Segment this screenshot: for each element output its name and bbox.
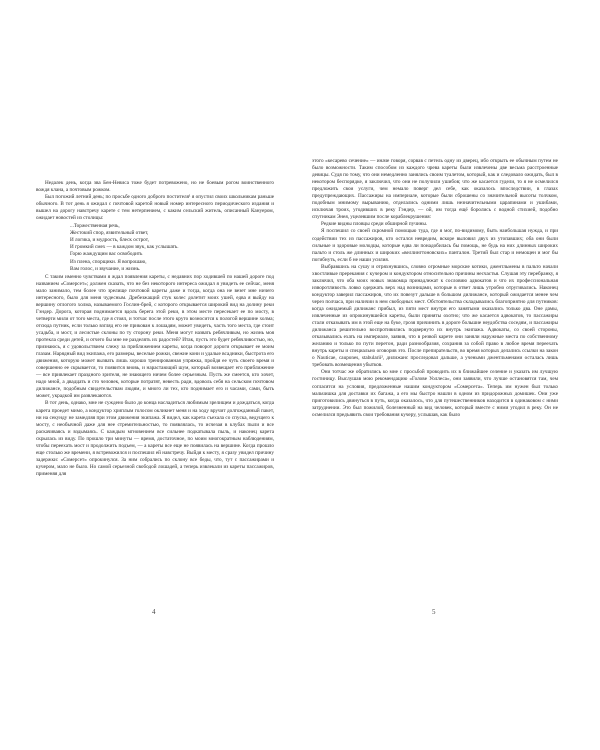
right-page-body [312, 158, 558, 419]
left-paragraph-4: В тот день, однако, мне не суждено было до конца насладиться любимым зрелищем и дождаться, когда карета проедет мимо, а кондуктор хриплым голосом окликнет меня и на ходу вручит долгожданный пакет, ни на секунду не замедляя при этом движения экипажа. Я видел, как карета съехала со спуска, ведущего к мосту, с необычной даже для нее стремительностью, то появлялась, то исчезая в клубах пыли и все раскачиваясь и вздымаясь. С каждым мгновением все сильнее подкатывала пыль, и наконец карета скрылась из виду. По прошло три минуты — время, достаточное, по моим многократным наблюдениям, чтобы переехать мост и продолжить подъем, — а кареты все еще не появилась на вершине. Когда прошло еще столько же времени, я встревожился и поспешил ей навстречу. Выйдя к месту, я сразу увидел причину задержки: «Сомерсет» опрокинулся. За ним собрались по склону все беды, что, тут с пассажирами и кучером, мало не было. Но самой серьезной свободой лошадей, а теперь извлекали из кареты пассажиров, применяя для [36, 400, 274, 477]
right-paragraph-3: Выбравшись на сушу и отряхнувшись, словно огромные морские котики, джентльмены в пальто начали хвостливые пререкания с кучером и кондуктором относительно причины несчастья. Слушая эту перебранку, я заключил, что оба моих новых знакомца принадлежат к сословию адвокатов и что их профессиональная изворотливость ловко одержать верх над возницами, которые в ответ лишь утробно отругивались. Наконец кондуктор заверил пассажиров, что их повезут дальше в большом дилижансе, который ожидается менее чем через полчаса, при наличии в нем свободных мест. Обстоятельства складывались благоприятно для путников: когда ожидаемый дилижанс прибыл, из пяти мест внутри его занятыми оказались только два. Оне дамы, извлеченные из опрокинувшейся кареты, были приняты охотно; что же касается адвокатов, то пассажиры стали отказывать им в этой еще на буке, грозя причинить в дороге большие неудобства соседям, и пассажиры дилижанса решительно воспротивились подвернуто их внутрь экипажа. Адвокаты, со своей стороны, отказывались ехать на империале, заявив, что в резвой карете они заняли наружные места по собственному желанию и только по пути перетон, ради разнообразия, сохранив за собой право в любое время переехать внутрь кареты и специально оговорив это. После препирательств, во время которых делались ссылки на закон о Nauticae, caupones, stabularii², дилижанс проследовал дальше, а учеными джентльменами осталась лишь требовать возмещения убытков. [312, 263, 558, 369]
verse-line-7: Вам голос, и звучание, и жизнь. [70, 265, 141, 272]
left-paragraph-2: Был погожий летний день; по просьбе одного доброго постителя¹ я опустил своих школьникам раньше обычного. В тот день я ожидал с почтовой каретой новый номер интересного периодического издания и вышел на дорогу навстречу карете с тем нетерпением, с каким сельский житель, описанный Кануером, ожидает новостей из столицы: [36, 194, 274, 222]
right-paragraph-4: Они тотчас же обратились ко мне с просьбой проводить их в ближайшее селение и указать им лучшую гостиницу. Выслушав мою рекомендацию «Голове Уоллеса», они заявили, что лучше остановятся там, чем согласятся на условия, предложенные нашим кондуктором «Сомерсета». Теперь им нужен был только мальчишка для доставки их багажа, а его мы быстро нашли в одном из придорожных домишек. Они уже приготовились двинуться в путь, когда оказалось, что для путешественников находится в одинаковом с ними затруднении. Это был пожилой, болезненный на вид человек, который вместе с ними угодил в реку. Он не осмелился предъявить свои требования кучеру, услышав, как было [312, 369, 558, 418]
verse-quote [70, 223, 274, 272]
verse-line-6: Из плена, спорщики. Я вопрошаю, [70, 258, 147, 265]
verse-line-3: И логика, и мудрость, блеск острот, [70, 237, 149, 244]
left-paragraph-3: С таким именно чувствами я ждал появления кареты, с недавних пор ходившей по нашей дороге под названием «Сомерсет»; должен сказать, что не без некоторого интереса ожидал я увидеть ее сейчас, меня мало занимало, тем более что зрелище почтовой кареты даже и тогда, когда она не везет мне ничего интересного, было для меня чудесным. Дребезжащий стук колес долетит моих ушей, едва я выйду на вершину отлогого холма, называемого Гослин-брей, с которого открывается широкий вид на долину реки Гэндер. Дорога, которая поднимается вдоль берега этой реки, в этом месте пересекает ее по мосту, в четверти мили от того места, где я стоял, и тотчас после этого круто возносится к пологой вершине холма; отсюда путник, если только взгляд его не прикован к лошадям, может увидеть, часть того места, где стоит усадьба, и мост, и лесистые склоны по ту сторону реки. Меня могут назвать ребячливым, но жизнь моя протекла среди детей, и отчего бы мне не разделять их радостей? Итак, пусть это будет ребячливостью, но, признаюсь, я с удовольствием слежу за приближением кареты, когда поворот дороги открывает ее моим глазам. Нарядный вид экипажа, его размеры, веселые рожки, свежие кони и удалые всадники, быстрота его движения, которую может вызвать лишь хорошо тренированная упряжка, пройдя ее чуть своего время и совершенно ее скрывается, то появится вновь, и нарастающий шум, который возвещает его приближение — все привлекает праздного зрителя, не знающего ничем более серьезным. Пусть же смеется, кто хочет, надо мной, а двадцать и сто человек, которые потратят, невесть ради, вдоволь себя на сельском почтовом дилижансе, подобным свидетельствам людям, и много ли тех, кто поднимает его и часами, сами, быть может, украдкой им развлекаются. [36, 273, 274, 400]
page-number-right: 5 [432, 608, 436, 616]
page-number-left: 4 [152, 608, 156, 616]
right-paragraph-2: Я поспешил со своей скромной помощью туда, где я мог, по-видимому, быть наибольшая нужда, и при содействии тех из пассажиров, кто остался невредим, вскоре выловил двух из утопавших; оба они были сильные и здоровые молодцы, которые едва ли понадобилась бы помощь, не будь на них длинных широких пальто и столь же длинных и широких «веллингтоновских» панталон. Третий был стар и немощен и мог бы погибнуть, если б не наши усилия. [312, 228, 558, 263]
left-paragraph-1: Недалек день, когда зва Бен-Невиса тоже будет потревожено, но не боевым рогом воинственного вождя клана, а почтовым рожком. [36, 180, 274, 194]
verse-line-1: ...Торжественная речь, [70, 223, 120, 230]
right-paragraph-1: этого «кесарево сечение» — иначе говоря, сорвав с петель одну из дверец, ибо открыть ее обычным путем не было возможности. Таким способом из каждого чрева кареты были извлечены две весьма расстроенные девицы. Судя по тому, что они немедленно занялись своим туалетом, который, как и следовало ожидать, был в некотором беспорядке, я заключил, что они не получили ушибов; что же касается гудели, то я не осмелился предложить свои услуги, чем немало поверг дел себе, как оказалось впоследствии, в глазах предупреждающих. Пассажиры на империале, которые были сброшены со значительной высоты толчком, подобным мнимому вырыванию, отделались одними лишь незначительными царапинами и ушибами, исключая троих, угодивших в реку Гэндер, — ой, им тогда ещё боролись с водной стихией, подобно спутникам Энея, уцелевшим после кораблекрушения: [312, 158, 558, 221]
verse-line-4: И громкий смех — в каждом звук, как услышать. [70, 244, 179, 251]
verse-line-5: Горю жаждущим вас освободить [70, 251, 143, 258]
verse-line-2: Жестокий спор, язвительный ответ, [70, 230, 149, 237]
right-quote-line: Редкие видны пловцы среди обширной пучины. [321, 221, 428, 228]
left-page-body [36, 180, 274, 478]
